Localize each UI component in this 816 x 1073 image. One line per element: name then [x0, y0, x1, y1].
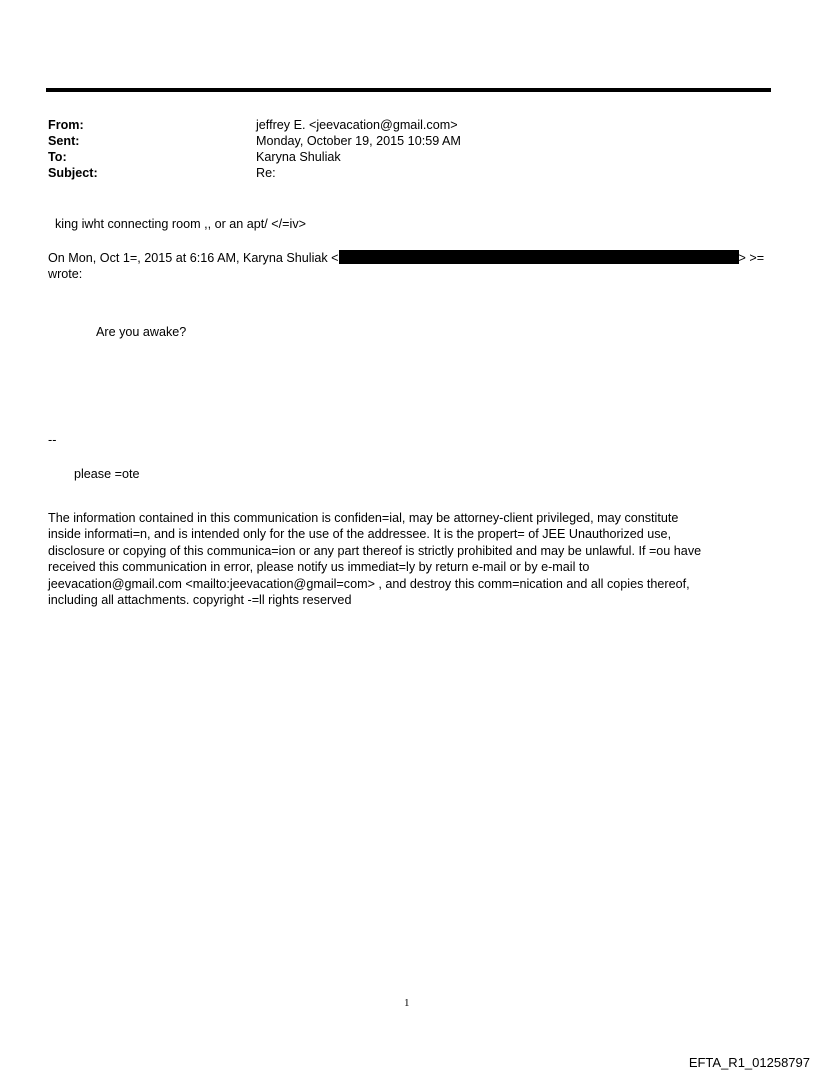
page-number: 1	[404, 997, 410, 1009]
quote-intro	[48, 250, 764, 266]
disclaimer	[48, 510, 773, 608]
disclaimer-line: inside informati=n, and is intended only for the use of the addressee. It is the propert= of JEE Unauthorized use,	[48, 527, 672, 542]
sent-value: Monday, October 19, 2015 10:59 AM	[256, 134, 461, 148]
redaction-box	[339, 250, 739, 264]
quote-intro-end: > >=	[738, 251, 765, 265]
from-label: From:	[48, 118, 84, 132]
please-note: please =ote	[74, 467, 140, 481]
to-value: Karyna Shuliak	[256, 150, 341, 164]
disclaimer-line: received this communication in error, please notify us immediat=ly by return e-mail or by e-mail to	[48, 560, 590, 575]
disclaimer-line: disclosure or copying of this communica=ion or any part thereof is strictly prohibited and may be unlawful. If =ou have	[48, 543, 702, 558]
subject-value: Re:	[256, 166, 276, 180]
sent-label: Sent:	[48, 134, 80, 148]
from-value: jeffrey E. <jeevacation@gmail.com>	[256, 118, 458, 132]
disclaimer-line: The information contained in this communication is confiden=ial, may be attorney-client privileged, may constitute	[48, 511, 679, 525]
quoted-message: Are you awake?	[96, 325, 187, 339]
header-rule	[46, 88, 771, 92]
to-label: To:	[48, 150, 67, 164]
subject-label: Subject:	[48, 166, 98, 180]
reply-text: king iwht connecting room ,, or an apt/ </=iv>	[55, 217, 306, 231]
signature-separator: --	[48, 433, 57, 447]
quote-wrote: wrote:	[48, 267, 83, 281]
bates-number: EFTA_R1_01258797	[688, 1055, 810, 1070]
disclaimer-line: including all attachments. copyright -=ll rights reserved	[48, 593, 352, 608]
disclaimer-line: jeevacation@gmail.com <mailto:jeevacation@gmail=com> , and destroy this comm=nication and all copies thereof,	[48, 576, 690, 591]
quote-intro-start: On Mon, Oct 1=, 2015 at 6:16 AM, Karyna Shuliak <	[48, 251, 339, 265]
